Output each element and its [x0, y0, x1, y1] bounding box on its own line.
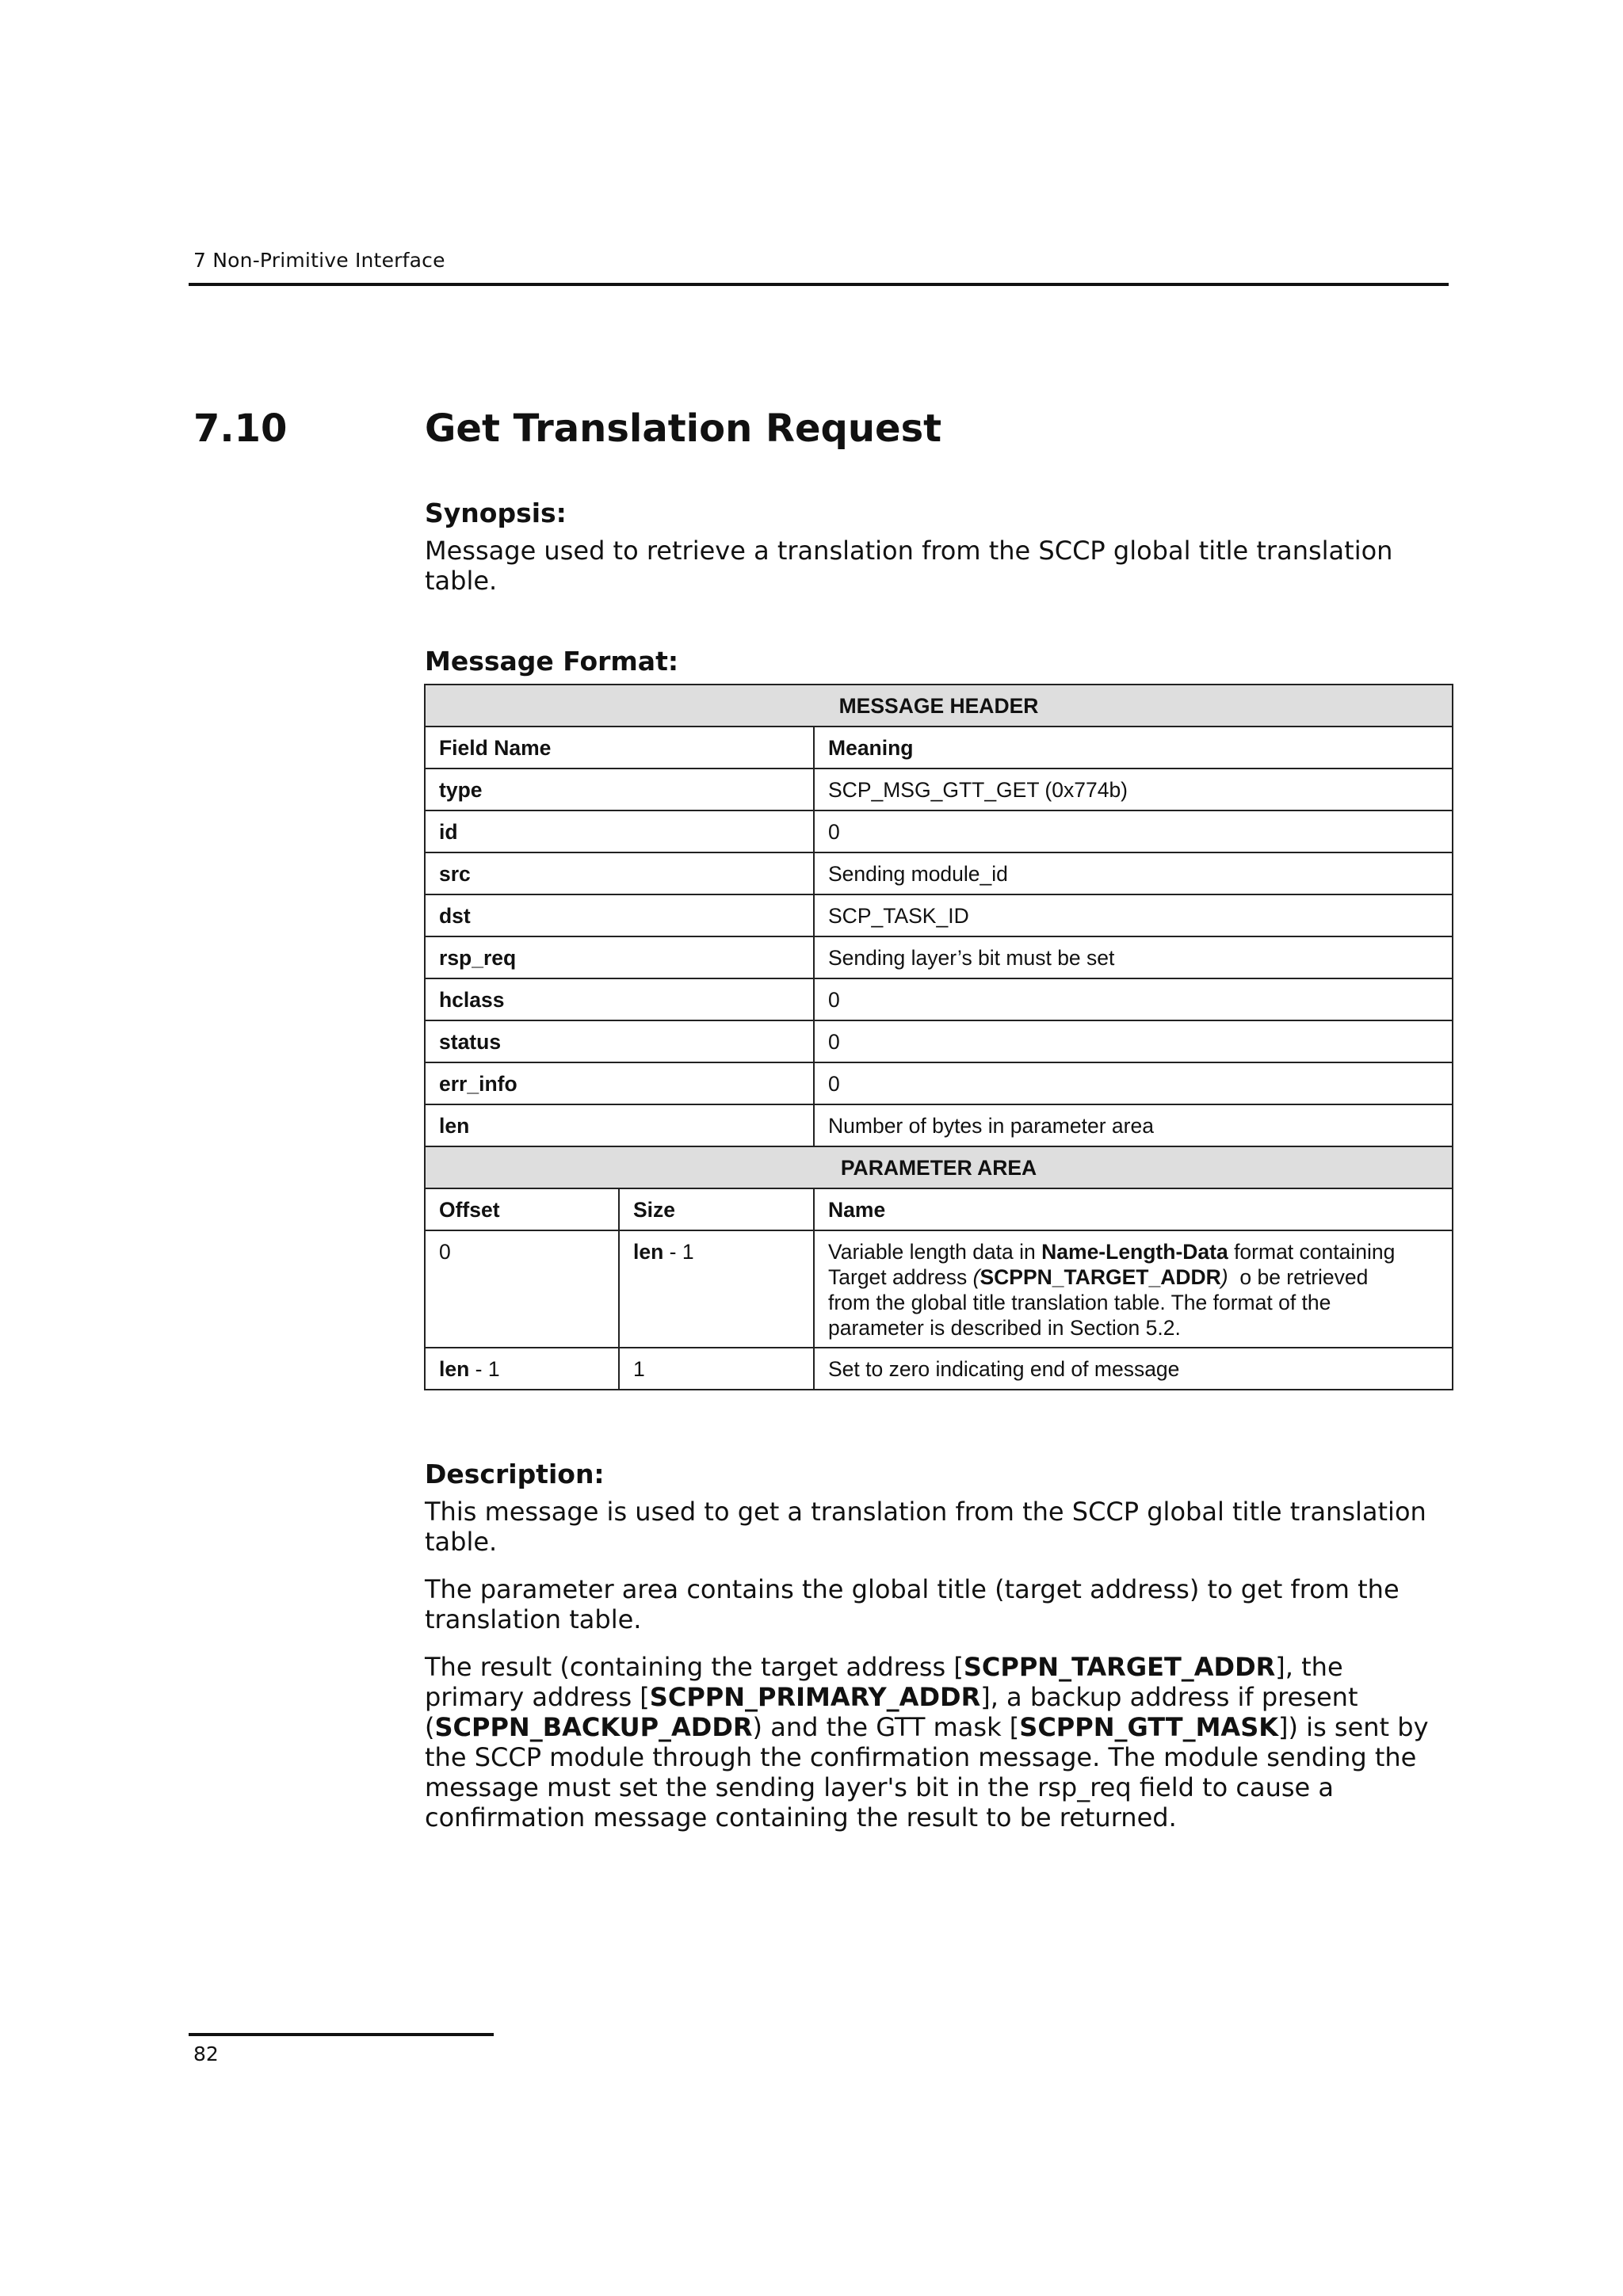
- text-run: primary address [: [425, 1682, 650, 1712]
- name-text: format containing: [1228, 1240, 1396, 1264]
- offset-cell: 0: [425, 1230, 619, 1348]
- size-cell: 1: [619, 1348, 814, 1390]
- paragraph-line: the SCCP module through the confirmation message. The module sending the: [425, 1742, 1417, 1772]
- section-number: 7.10: [193, 406, 288, 451]
- offset-cell: [425, 1348, 619, 1390]
- table-row: [425, 978, 1453, 1020]
- offset-cell-bold: len: [439, 1356, 470, 1381]
- synopsis-line: Message used to retrieve a translation from the SCCP global title translation: [425, 536, 1393, 566]
- name-cell-line: parameter is described in Section 5.2.: [828, 1316, 1181, 1340]
- name-text-italic: ): [1220, 1265, 1228, 1289]
- footer-rule: [189, 2033, 494, 2036]
- text-run-bold: SCPPN_PRIMARY_ADDR: [649, 1682, 981, 1712]
- offset-cell-rest: - 1: [469, 1356, 500, 1381]
- table-column-header-row: [425, 1188, 1453, 1230]
- table-row: [425, 769, 1453, 810]
- name-cell-line: from the global title translation table. The format of the: [828, 1291, 1331, 1314]
- table-row: [425, 1020, 1453, 1062]
- text-run: The result (containing the target address [: [425, 1652, 964, 1682]
- message-header-band: MESSAGE HEADER: [425, 685, 1453, 727]
- name-text-bold: Name-Length-Data: [1041, 1240, 1228, 1264]
- paragraph-line: This message is used to get a translation from the SCCP global title translation: [425, 1497, 1426, 1527]
- name-cell-line: [828, 1264, 1438, 1290]
- message-format-heading: Message Format:: [425, 646, 679, 677]
- text-run: (: [425, 1712, 435, 1742]
- table-row: [425, 1104, 1453, 1146]
- description-paragraph-1: [425, 1497, 1455, 1557]
- section-title: Get Translation Request: [425, 406, 942, 451]
- field-name-cell: err_info: [425, 1062, 814, 1104]
- text-run-bold: SCPPN_TARGET_ADDR: [963, 1652, 1276, 1682]
- parameter-area-band: PARAMETER AREA: [425, 1146, 1453, 1188]
- paragraph-line: The parameter area contains the global title (target address) to get from the: [425, 1574, 1400, 1604]
- message-format-table: [424, 684, 1453, 1390]
- meaning-cell: SCP_TASK_ID: [814, 894, 1453, 936]
- paragraph-line: message must set the sending layer's bit in the rsp_req field to cause a: [425, 1772, 1334, 1802]
- paragraph-line: table.: [425, 1527, 498, 1557]
- paragraph-line: translation table.: [425, 1604, 642, 1634]
- field-name-cell: type: [425, 769, 814, 810]
- table-row: [425, 894, 1453, 936]
- synopsis-line: table.: [425, 566, 498, 596]
- meaning-cell: Sending layer’s bit must be set: [814, 936, 1453, 978]
- name-text: Target address: [828, 1265, 973, 1289]
- text-run-bold: SCPPN_GTT_MASK: [1019, 1712, 1279, 1742]
- meaning-cell: SCP_MSG_GTT_GET (0x774b): [814, 769, 1453, 810]
- synopsis-heading: Synopsis:: [425, 498, 567, 528]
- meaning-cell: 0: [814, 1062, 1453, 1104]
- size-cell-rest: - 1: [663, 1240, 694, 1264]
- name-text-italic: (: [972, 1265, 980, 1289]
- column-header-meaning: Meaning: [814, 727, 1453, 769]
- meaning-cell: 0: [814, 810, 1453, 852]
- field-name-cell: hclass: [425, 978, 814, 1020]
- field-name-cell: dst: [425, 894, 814, 936]
- message-format-section: [425, 646, 1455, 677]
- name-text-bold: SCPPN_TARGET_ADDR: [980, 1265, 1221, 1289]
- column-header-field-name: Field Name: [425, 727, 814, 769]
- name-text: Variable length data in: [828, 1240, 1042, 1264]
- paragraph-line: [425, 1652, 1455, 1682]
- meaning-cell: 0: [814, 978, 1453, 1020]
- column-header-offset: Offset: [425, 1188, 619, 1230]
- description-paragraph-3: [425, 1652, 1455, 1833]
- table-band-row: [425, 1146, 1453, 1188]
- meaning-cell: Number of bytes in parameter area: [814, 1104, 1453, 1146]
- text-run: ]) is sent by: [1278, 1712, 1429, 1742]
- synopsis-section: [425, 498, 1455, 596]
- field-name-cell: src: [425, 852, 814, 894]
- field-name-cell: len: [425, 1104, 814, 1146]
- table-row: [425, 810, 1453, 852]
- text-run-bold: SCPPN_BACKUP_ADDR: [434, 1712, 753, 1742]
- table-band-row: [425, 685, 1453, 727]
- text-run: ], a backup address if present: [980, 1682, 1358, 1712]
- paragraph-line: [425, 1712, 1455, 1742]
- name-cell-line: [828, 1239, 1438, 1264]
- table-column-header-row: [425, 727, 1453, 769]
- column-header-name: Name: [814, 1188, 1453, 1230]
- meaning-cell: 0: [814, 1020, 1453, 1062]
- synopsis-text: [425, 536, 1455, 596]
- description-heading: Description:: [425, 1459, 605, 1489]
- running-header: 7 Non-Primitive Interface: [193, 249, 445, 272]
- page-number: 82: [193, 2042, 219, 2065]
- column-header-size: Size: [619, 1188, 814, 1230]
- description-section: [425, 1459, 1455, 1850]
- description-paragraph-2: [425, 1574, 1455, 1634]
- table-row: [425, 936, 1453, 978]
- table-row: [425, 1230, 1453, 1348]
- header-rule: [189, 283, 1449, 286]
- paragraph-line: [425, 1682, 1455, 1712]
- table-row: [425, 1062, 1453, 1104]
- paragraph-line: confirmation message containing the result to be returned.: [425, 1802, 1177, 1833]
- table-row: [425, 1348, 1453, 1390]
- meaning-cell: Sending module_id: [814, 852, 1453, 894]
- name-cell: [814, 1230, 1453, 1348]
- text-run: ], the: [1275, 1652, 1343, 1682]
- table-row: [425, 852, 1453, 894]
- name-text: o be retrieved: [1228, 1265, 1369, 1289]
- field-name-cell: id: [425, 810, 814, 852]
- size-cell-bold: len: [633, 1240, 664, 1264]
- field-name-cell: rsp_req: [425, 936, 814, 978]
- size-cell: [619, 1230, 814, 1348]
- text-run: ) and the GTT mask [: [752, 1712, 1020, 1742]
- name-cell: Set to zero indicating end of message: [814, 1348, 1453, 1390]
- field-name-cell: status: [425, 1020, 814, 1062]
